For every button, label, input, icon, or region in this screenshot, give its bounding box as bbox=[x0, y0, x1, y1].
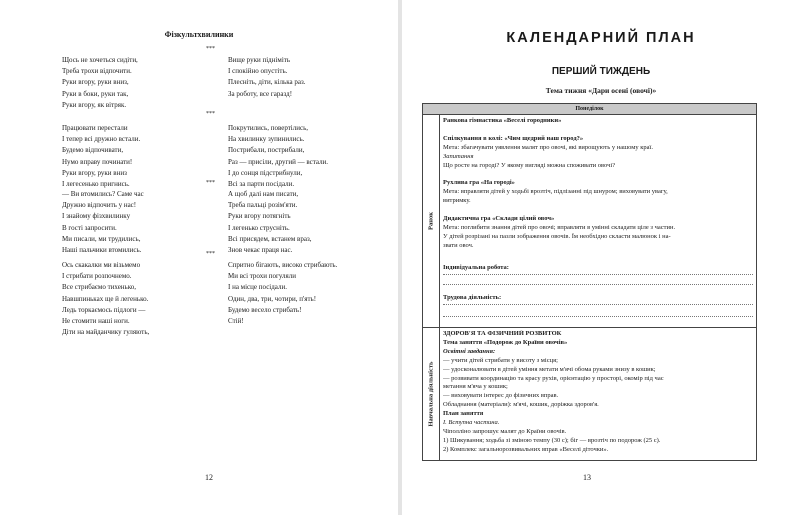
labor-activity-label: Трудова діяльність: bbox=[443, 294, 502, 301]
calendar-plan-heading: КАЛЕНДАРНИЙ ПЛАН bbox=[506, 30, 696, 46]
learning-label: Навчальна діяльність bbox=[427, 361, 435, 427]
stars-separator: *** bbox=[206, 180, 215, 186]
morning-side-cell bbox=[423, 115, 440, 328]
left-page-title: Фізкультхвилинки bbox=[164, 30, 234, 39]
stars-separator: *** bbox=[206, 46, 215, 52]
poem-2-left: Працювати перестали І тепер всі дружно встали. Будемо відпочивати, Нумо вправу починати! Руки вгору, руки вниз І легесенько пригнись. bbox=[62, 124, 141, 189]
morning-label: Ранок bbox=[427, 212, 435, 230]
poem-1-left: Щось не хочеться сидіти, Треба трохи відпочити. Руки вгору, руки вниз, Руки в боки, руки так, Руки вгору, як вітряк. bbox=[62, 56, 138, 109]
morning-content: Ранкова гімнастика «Веселі городники» Спілкування в колі: «Чим щедрий наш город?» Мета: збагачувати уявлення малят про овочі, які вирощують у нашому краї. Запитання Що росте на городі? У якому вигляді можна споживати овочі? Рухлива гра «На городі» Мета: вправляти дітей у ходьбі врозтіч, підлізанні під шнуром; виховувати увагу, витримку. Дидактична гра «Склади цілий овоч» Мета: поглибити знання дітей про овочі; вправляти в умінні складати ціле з частин. У дітей розрізані на пазли зображення овочів. Їм необхідно скласти малюнок і на- звати овоч. bbox=[443, 117, 676, 249]
poem-3-right: А щоб далі нам писати, Треба пальці розім'яти. Руки вгору потягніть І легенько струсніть. Всі присядем, встанем враз, Знов чекає праця нас. bbox=[228, 190, 312, 255]
stars-separator: *** bbox=[206, 111, 215, 117]
section-divider bbox=[440, 327, 756, 328]
poem-4-left: Ось скакалки ми візьмемо І стрибати розпочнемо. Все стрибаємо тихенько, Навшпиньках ще й легенько. Ледь торкаємось підлоги — Не стомити наші ноги. Діти на майданчику гуляють, bbox=[62, 261, 150, 337]
poem-3-left: — Ви втомились? Саме час Дружно відпочить у нас! І знайому фізхвилинку В гості запросити. Ми писали, ми трудились, Наші пальчики втомились. bbox=[62, 190, 144, 255]
learning-side-cell bbox=[423, 328, 440, 460]
plan-table bbox=[422, 103, 757, 461]
individual-work-label: Індивідуальна робота: bbox=[443, 264, 509, 271]
dotted-line bbox=[443, 316, 753, 317]
left-page-number: 12 bbox=[205, 473, 213, 482]
learning-content: ЗДОРОВ'Я ТА ФІЗИЧНИЙ РОЗВИТОК Тема заняття «Подорож до Країни овочів» Освітні завдання: — учити дітей стрибати у висоту з місця; — удосконалювати в дітей уміння метати м'ячі обома руками знизу в кошик; — розвивати координацію та красу рухів, орієнтацію у просторі, окомір під час метання м'яча у кошик; — виховувати інтерес до фізичних вправ. Обладнання (матеріали): м'ячі, кошик, доріжка здоров'я. План заняття I. Вступна частина. Чіполліно запрошує малят до Країни овочів. 1) Шикування; ходьба зі зміною темпу (30 с); біг — врозтіч по подорож (25 с). 2) Комплекс загальнорозвивальних вправ «Веселі діточки». bbox=[443, 330, 664, 453]
poem-1-right: Вище руки підніміть І спокійно опустіть. Плесніть, діти, кілька раз. За роботу, все гаразд! bbox=[228, 56, 306, 98]
left-page bbox=[0, 0, 398, 515]
poem-2-right: Покрутились, повертілись, На хвилинку зупинились. Пострибали, пострибали, Раз — присіли, другий — встали. І до сонця підстрибнули, Всі за парти посідали. bbox=[228, 124, 329, 189]
stars-separator: *** bbox=[206, 251, 215, 257]
poem-4-right: Спритно бігають, високо стрибають. Ми всі трохи погуляли І на місце посідали. Один, два, три, чотири, п'ять! Будемо весело стрибать! Стій! bbox=[228, 261, 338, 326]
dotted-line bbox=[443, 284, 753, 285]
dotted-line bbox=[443, 274, 753, 275]
right-page-number: 13 bbox=[583, 473, 591, 482]
day-header: Понеділок bbox=[423, 104, 756, 115]
dotted-line bbox=[443, 304, 753, 305]
week-heading: ПЕРШИЙ ТИЖДЕНЬ bbox=[551, 66, 651, 77]
week-theme: Тема тижня «Дари осені (овочі)» bbox=[545, 86, 657, 95]
